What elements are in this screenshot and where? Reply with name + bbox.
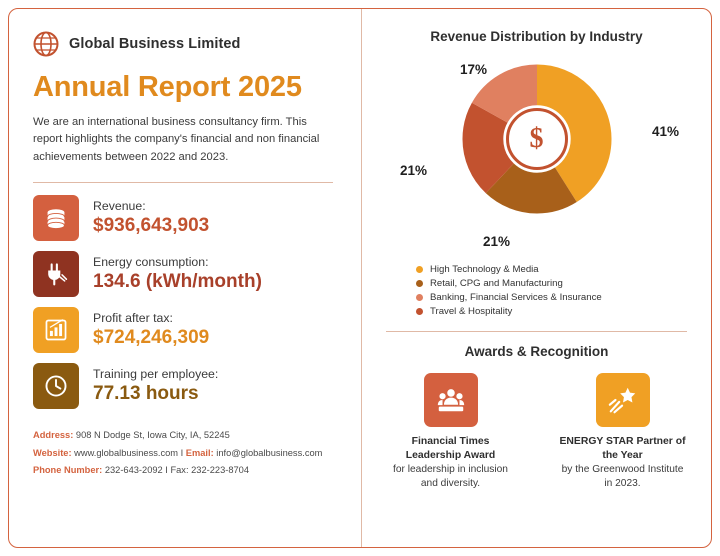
right-column (361, 9, 711, 547)
address-label: Address: (33, 430, 74, 441)
legend-item (416, 278, 693, 289)
chart-title: Revenue Distribution by Industry (430, 29, 643, 44)
contact-phone-line (33, 462, 343, 480)
award-desc: for leadership in inclusion and diversity. (393, 464, 508, 489)
stat-row (33, 307, 343, 353)
stat-row (33, 195, 343, 241)
award-desc: by the Greenwood Institute in 2023. (561, 464, 684, 489)
stat-value: 134.6 (kWh/month) (93, 271, 262, 293)
award-title: Financial Times Leadership Award (405, 436, 496, 462)
bar-chart-icon (33, 307, 79, 353)
stat-value: 77.13 hours (93, 383, 199, 405)
legend-dot-icon (416, 266, 423, 273)
legend-label: Travel & Hospitality (430, 306, 513, 317)
contact-address-line (33, 427, 343, 445)
slice-label-21-retail: 21% (483, 234, 511, 249)
people-group-icon (424, 373, 478, 427)
awards-heading: Awards & Recognition (464, 344, 609, 359)
stat-label: Energy consumption: (93, 255, 209, 270)
award-item (385, 373, 517, 491)
donut-slice-travel-hospitality (482, 85, 590, 193)
right-divider (386, 331, 687, 332)
stat-row (33, 363, 343, 409)
stat-row (33, 251, 343, 297)
legend-item (416, 306, 693, 317)
stat-text (93, 255, 262, 293)
stat-value: $724,246,309 (93, 327, 210, 349)
stat-label: Training per employee: (93, 367, 219, 382)
plug-icon (33, 251, 79, 297)
awards-list (380, 373, 693, 491)
phone-label: Phone Number: (33, 465, 103, 476)
dollar-icon: $ (506, 108, 568, 170)
legend-dot-icon (416, 280, 423, 287)
email-value[interactable]: info@globalbusiness.com (216, 447, 323, 458)
legend-item (416, 292, 693, 303)
clock-icon (33, 363, 79, 409)
chart-legend (380, 264, 693, 317)
page-title: Annual Report 2025 (33, 71, 302, 103)
award-title: ENERGY STAR Partner of the Year (559, 436, 686, 462)
report-frame (8, 8, 712, 548)
stat-text (93, 199, 209, 237)
left-divider (33, 182, 333, 183)
donut-chart (380, 48, 693, 260)
intro-paragraph: We are an international business consultancy firm. This report highlights the company's financial and non financial achievements between 2022 and 2023. (33, 116, 320, 163)
legend-item (416, 264, 693, 275)
contact-web-line (33, 445, 343, 463)
website-label: Website: (33, 447, 72, 458)
award-item (557, 373, 689, 491)
address-value: 908 N Dodge St, Iowa City, IA, 52245 (75, 430, 230, 441)
slice-label-17: 17% (460, 62, 488, 77)
legend-label: Banking, Financial Services & Insurance (430, 292, 602, 303)
donut-svg (452, 54, 622, 224)
left-column (9, 9, 361, 547)
legend-dot-icon (416, 294, 423, 301)
stats-list (33, 195, 343, 409)
website-value[interactable]: www.globalbusiness.com I (74, 447, 186, 458)
shooting-star-icon (596, 373, 650, 427)
email-label: Email: (185, 447, 214, 458)
legend-label: High Technology & Media (430, 264, 539, 275)
coins-icon (33, 195, 79, 241)
stat-text (93, 367, 218, 405)
slice-label-41: 41% (651, 124, 679, 139)
stat-value: $936,643,903 (93, 215, 210, 237)
company-name: Global Business Limited (69, 36, 241, 52)
globe-icon (33, 31, 59, 57)
contact-block (33, 427, 343, 480)
legend-dot-icon (416, 308, 423, 315)
stat-label: Profit after tax: (93, 311, 173, 326)
brand-header (33, 31, 343, 57)
phone-value: 232-643-2092 I Fax: 232-223-8704 (104, 465, 250, 476)
stat-label: Revenue: (93, 199, 146, 214)
stat-text (93, 311, 209, 349)
legend-label: Retail, CPG and Manufacturing (430, 278, 563, 289)
slice-label-21-banking: 21% (400, 163, 428, 178)
